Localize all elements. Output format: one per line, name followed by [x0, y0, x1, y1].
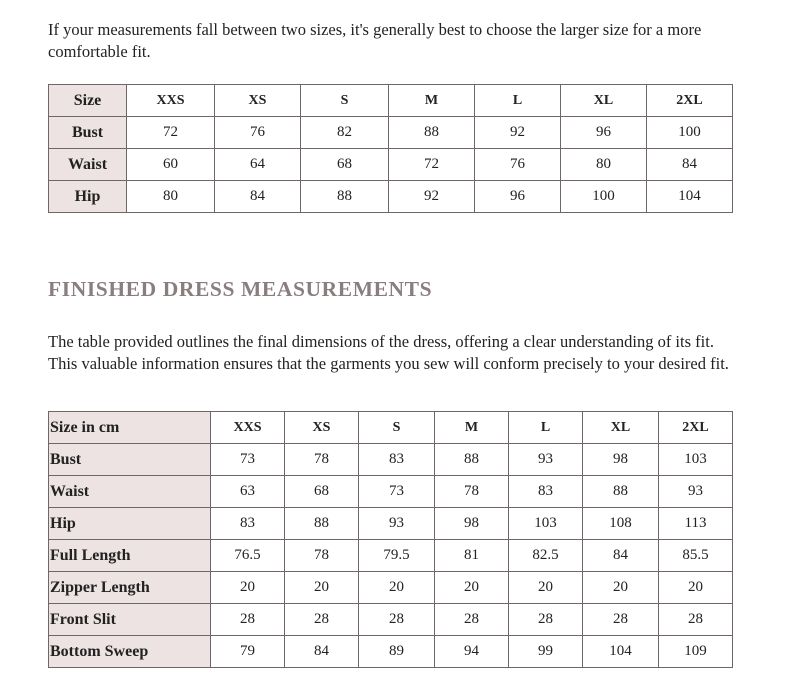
measurement-cell: 82 [301, 117, 389, 149]
measurement-cell: 80 [127, 181, 215, 213]
table-row [49, 508, 733, 540]
measurement-cell: 79.5 [359, 540, 435, 572]
row-label: Bottom Sweep [49, 636, 211, 668]
size-column-header: L [509, 412, 583, 444]
row-label: Hip [49, 508, 211, 540]
measurement-cell: 99 [509, 636, 583, 668]
measurement-cell: 92 [389, 181, 475, 213]
row-label: Zipper Length [49, 572, 211, 604]
measurement-cell: 88 [301, 181, 389, 213]
measurement-cell: 84 [647, 149, 733, 181]
measurement-cell: 73 [359, 476, 435, 508]
table-row [49, 604, 733, 636]
measurement-cell: 98 [435, 508, 509, 540]
size-column-header: XL [561, 85, 647, 117]
row-label: Bust [49, 444, 211, 476]
size-column-header: XS [215, 85, 301, 117]
measurement-cell: 63 [211, 476, 285, 508]
table-row [49, 181, 733, 213]
table-header-row [49, 85, 733, 117]
body-table-header [49, 85, 733, 117]
measurement-cell: 81 [435, 540, 509, 572]
size-column-header: XXS [211, 412, 285, 444]
measurement-cell: 68 [301, 149, 389, 181]
row-label: Front Slit [49, 604, 211, 636]
measurement-cell: 28 [583, 604, 659, 636]
measurement-cell: 104 [583, 636, 659, 668]
measurement-cell: 28 [509, 604, 583, 636]
row-label: Waist [49, 149, 127, 181]
measurement-cell: 80 [561, 149, 647, 181]
measurement-cell: 104 [647, 181, 733, 213]
table-row [49, 476, 733, 508]
measurement-cell: 78 [285, 540, 359, 572]
intro-paragraph: If your measurements fall between two sizes, it's generally best to choose the larger size for a more comfortable fit. [48, 20, 702, 61]
row-label: Waist [49, 476, 211, 508]
measurement-cell: 20 [359, 572, 435, 604]
size-column-header: XL [583, 412, 659, 444]
size-column-header: S [301, 85, 389, 117]
table-row [49, 572, 733, 604]
measurement-cell: 103 [509, 508, 583, 540]
measurement-cell: 28 [285, 604, 359, 636]
measurement-cell: 103 [659, 444, 733, 476]
row-label: Bust [49, 117, 127, 149]
measurement-cell: 78 [285, 444, 359, 476]
measurement-cell: 84 [215, 181, 301, 213]
measurement-cell: 94 [435, 636, 509, 668]
size-column-header: 2XL [647, 85, 733, 117]
measurement-cell: 109 [659, 636, 733, 668]
size-column-header: XS [285, 412, 359, 444]
measurement-cell: 28 [435, 604, 509, 636]
measurement-cell: 82.5 [509, 540, 583, 572]
measurement-cell: 20 [659, 572, 733, 604]
measurement-cell: 98 [583, 444, 659, 476]
measurement-cell: 93 [509, 444, 583, 476]
measurement-cell: 64 [215, 149, 301, 181]
measurement-cell: 20 [509, 572, 583, 604]
measurement-cell: 76 [475, 149, 561, 181]
dress-table-header [49, 412, 733, 444]
table-row [49, 149, 733, 181]
measurement-cell: 72 [389, 149, 475, 181]
dress-measurements-table [48, 411, 733, 668]
measurement-cell: 85.5 [659, 540, 733, 572]
measurement-cell: 76 [215, 117, 301, 149]
size-column-header: XXS [127, 85, 215, 117]
measurement-cell: 68 [285, 476, 359, 508]
dress-table-body [49, 444, 733, 668]
measurement-cell: 108 [583, 508, 659, 540]
size-corner-header: Size in cm [49, 412, 211, 444]
measurement-cell: 20 [435, 572, 509, 604]
section-description: The table provided outlines the final dimensions of the dress, offering a clear understanding of its fit. This valuable information ensures that the garments you sew will conform precisely to your desired fit. [48, 332, 729, 373]
body-measurements-table [48, 84, 733, 213]
measurement-cell: 89 [359, 636, 435, 668]
section-heading: FINISHED DRESS MEASUREMENTS [48, 277, 433, 301]
measurement-cell: 76.5 [211, 540, 285, 572]
measurement-cell: 73 [211, 444, 285, 476]
measurement-cell: 88 [435, 444, 509, 476]
size-column-header: M [389, 85, 475, 117]
measurement-cell: 88 [389, 117, 475, 149]
measurement-cell: 88 [285, 508, 359, 540]
body-table-body [49, 117, 733, 213]
measurement-cell: 96 [561, 117, 647, 149]
measurement-cell: 20 [285, 572, 359, 604]
table-row [49, 636, 733, 668]
measurement-cell: 113 [659, 508, 733, 540]
row-label: Full Length [49, 540, 211, 572]
measurement-cell: 100 [647, 117, 733, 149]
measurement-cell: 93 [659, 476, 733, 508]
measurement-cell: 20 [211, 572, 285, 604]
measurement-cell: 83 [359, 444, 435, 476]
size-corner-header: Size [49, 85, 127, 117]
size-column-header: M [435, 412, 509, 444]
measurement-cell: 28 [659, 604, 733, 636]
table-row [49, 117, 733, 149]
measurement-cell: 83 [509, 476, 583, 508]
measurement-cell: 92 [475, 117, 561, 149]
measurement-cell: 20 [583, 572, 659, 604]
measurement-cell: 28 [359, 604, 435, 636]
measurement-cell: 84 [285, 636, 359, 668]
measurement-cell: 79 [211, 636, 285, 668]
measurement-cell: 88 [583, 476, 659, 508]
measurement-cell: 60 [127, 149, 215, 181]
table-row [49, 540, 733, 572]
measurement-cell: 93 [359, 508, 435, 540]
row-label: Hip [49, 181, 127, 213]
measurement-cell: 100 [561, 181, 647, 213]
measurement-cell: 96 [475, 181, 561, 213]
table-row [49, 444, 733, 476]
measurement-cell: 72 [127, 117, 215, 149]
table-header-row [49, 412, 733, 444]
size-column-header: S [359, 412, 435, 444]
size-column-header: 2XL [659, 412, 733, 444]
measurement-cell: 83 [211, 508, 285, 540]
size-column-header: L [475, 85, 561, 117]
measurement-cell: 78 [435, 476, 509, 508]
measurement-cell: 84 [583, 540, 659, 572]
measurement-cell: 28 [211, 604, 285, 636]
